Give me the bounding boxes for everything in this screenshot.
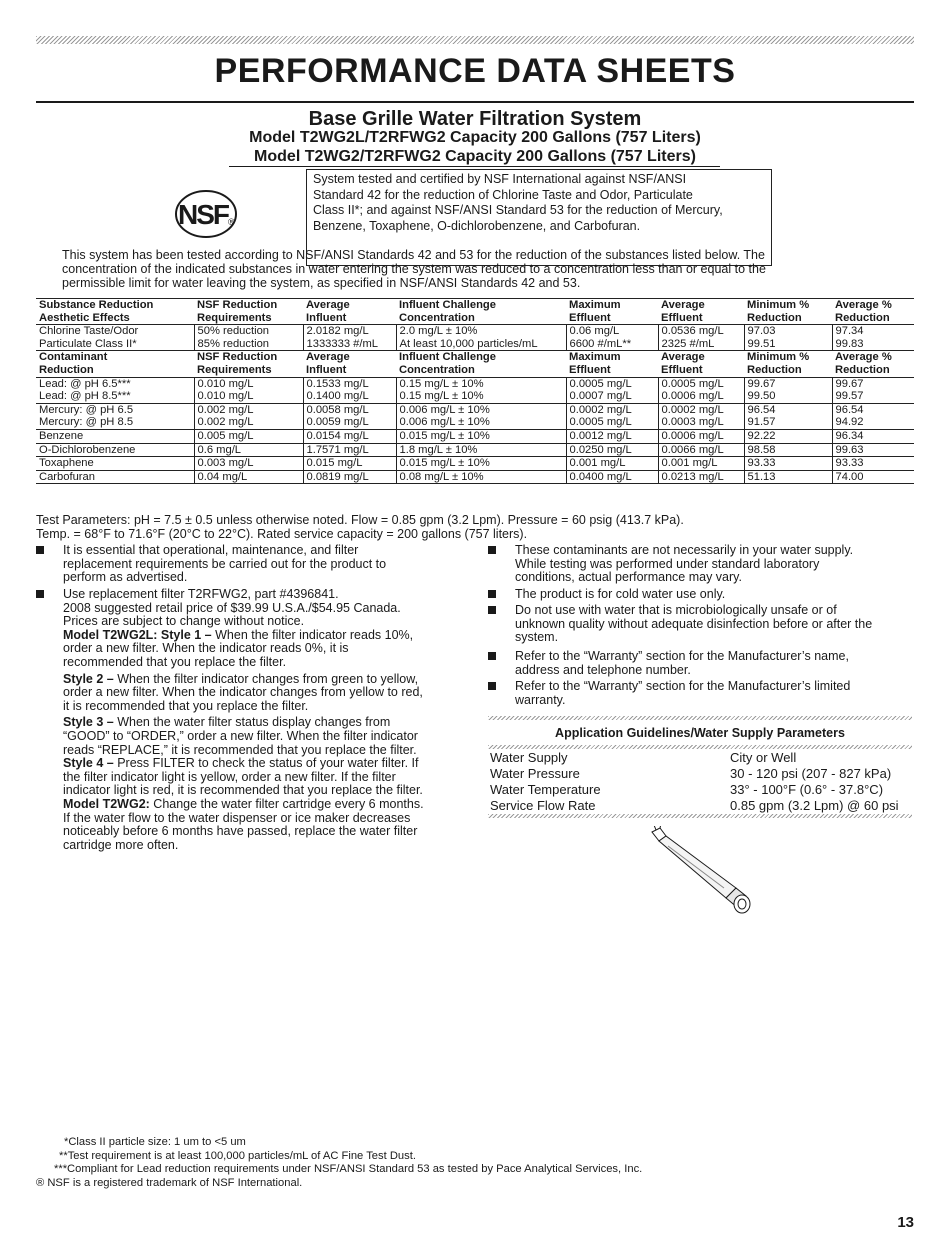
app-guidelines-row bbox=[490, 798, 910, 814]
table-cell: 96.54 94.92 bbox=[832, 403, 914, 429]
table-cell: 99.63 bbox=[832, 443, 914, 457]
bullet-line: When the water filter status display changes from bbox=[113, 715, 391, 730]
table-cell: 0.003 mg/L bbox=[194, 457, 303, 471]
test-parameters-line: Temp. = 68°F to 71.6°F (20°C to 22°C). Rated service capacity = 200 gallons (757 liters). bbox=[36, 527, 528, 541]
title-rule bbox=[36, 101, 914, 103]
bullet-line: Prices are subject to change without notice. bbox=[63, 614, 305, 629]
table-cell: 0.0066 mg/L bbox=[658, 443, 744, 457]
bullet-line: reads “REPLACE,” it is recommended that you replace the filter. bbox=[63, 742, 417, 757]
test-parameters-line: Test Parameters: pH = 7.5 ± 0.5 unless otherwise noted. Flow = 0.85 gpm (3.2 Lpm). Pressure = 60 psig (413.7 kPa). bbox=[36, 513, 684, 527]
table-cell: 1.8 mg/L ± 10% bbox=[396, 443, 566, 457]
bullet-line: Do not use with water that is microbiologically unsafe or of bbox=[515, 603, 837, 617]
table-header-cell: Average Effluent bbox=[661, 351, 705, 376]
table-row bbox=[36, 457, 914, 471]
app-param-value: 0.85 gpm (3.2 Lpm) @ 60 psi bbox=[730, 798, 899, 813]
nsf-logo bbox=[170, 189, 246, 239]
bullet-line: “GOOD” to “ORDER,” order a new filter. When the filter indicator bbox=[63, 728, 418, 743]
app-param-label: Service Flow Rate bbox=[490, 798, 596, 813]
table-header-cell: Maximum Effluent bbox=[569, 351, 621, 376]
table-cell: 0.0005 mg/L 0.0006 mg/L bbox=[658, 377, 744, 403]
table-header-cell: Maximum Effluent bbox=[569, 299, 621, 324]
table-cell: O-Dichlorobenzene bbox=[39, 443, 136, 456]
bullet-line: It is essential that operational, maintenance, and filter bbox=[63, 543, 359, 557]
table-cell: 0.0400 mg/L bbox=[566, 470, 658, 484]
intro-line: concentration of the indicated substances in water entering the system was reduced to a concentration less than or equal to the bbox=[62, 262, 766, 276]
bullet-line: When the filter indicator changes from green to yellow, bbox=[113, 671, 419, 686]
bullet-square-icon bbox=[488, 606, 496, 614]
bullet-line: conditions, actual performance may vary. bbox=[515, 570, 742, 585]
app-guidelines-row bbox=[490, 782, 910, 798]
left-bullet-1 bbox=[36, 544, 476, 585]
performance-table bbox=[36, 298, 914, 484]
table-cell: 96.34 bbox=[832, 429, 914, 443]
right-bullet bbox=[488, 650, 918, 677]
table-cell: 0.6 mg/L bbox=[194, 443, 303, 457]
left-bullet-2 bbox=[36, 588, 476, 852]
table-header-cell: Average Influent bbox=[306, 351, 350, 376]
table-header-cell: NSF Reduction Requirements bbox=[197, 299, 278, 324]
table-cell: 93.33 bbox=[832, 457, 914, 471]
table-header-cell: Contaminant Reduction bbox=[39, 351, 108, 376]
footnote: **Test requirement is at least 100,000 particles/mL of AC Fine Test Dust. bbox=[59, 1149, 416, 1162]
style-1-block bbox=[63, 629, 476, 670]
bullet-line: The product is for cold water use only. bbox=[515, 587, 726, 601]
table-cell: 99.67 99.57 bbox=[832, 377, 914, 403]
style-1-label: Model T2WG2L: Style 1 – bbox=[63, 627, 212, 642]
table-header-cell: NSF Reduction Requirements bbox=[197, 351, 278, 376]
table-header-cell: Minimum % Reduction bbox=[747, 299, 810, 324]
table-row bbox=[36, 377, 914, 403]
right-bullet bbox=[488, 604, 918, 645]
bullet-square-icon bbox=[488, 652, 496, 660]
right-bullet bbox=[488, 588, 918, 602]
cert-line: System tested and certified by NSF International against NSF/ANSI bbox=[313, 172, 687, 186]
table-cell: 2.0182 mg/L 1333333 #/mL bbox=[303, 325, 396, 351]
app-param-label: Water Supply bbox=[490, 750, 568, 765]
bullet-line: address and telephone number. bbox=[515, 662, 691, 677]
bullet-square-icon bbox=[36, 546, 44, 554]
cert-line: Standard 42 for the reduction of Chlorine Taste and Odor, Particulate bbox=[313, 187, 693, 202]
test-parameters bbox=[36, 513, 916, 541]
table-header-cell: Average % Reduction bbox=[835, 351, 892, 376]
intro-paragraph bbox=[62, 248, 922, 290]
table-cell: 0.0002 mg/L 0.0003 mg/L bbox=[658, 403, 744, 429]
table-header-cell: Influent Challenge Concentration bbox=[399, 299, 496, 324]
page-title: PERFORMANCE DATA SHEETS bbox=[214, 52, 736, 90]
bullet-line: Refer to the “Warranty” section for the Manufacturer’s name, bbox=[515, 649, 849, 663]
table-cell: 50% reduction 85% reduction bbox=[194, 325, 303, 351]
table-cell: 93.33 bbox=[744, 457, 832, 471]
table-cell: 0.001 mg/L bbox=[566, 457, 658, 471]
style-2-label: Style 2 – bbox=[63, 671, 114, 686]
bullet-line: noticeably before 6 months have passed, replace the water filter bbox=[63, 824, 418, 839]
table-cell: 0.0012 mg/L bbox=[566, 429, 658, 443]
table-cell: 0.015 mg/L bbox=[303, 457, 396, 471]
footnote: ***Compliant for Lead reduction requirements under NSF/ANSI Standard 53 as tested by Pace Analytical Services, Inc. bbox=[54, 1163, 643, 1176]
bullet-line: recommended that you replace the filter. bbox=[63, 654, 287, 669]
table-cell: Lead: @ pH 6.5*** Lead: @ pH 8.5*** bbox=[39, 377, 131, 403]
table-cell: 99.67 99.50 bbox=[744, 377, 832, 403]
table-row bbox=[36, 443, 914, 457]
table-cell: Benzene bbox=[39, 429, 84, 442]
table-cell: 0.0006 mg/L bbox=[658, 429, 744, 443]
table-cell: 97.03 99.51 bbox=[744, 325, 832, 351]
model-t2wg2-block bbox=[63, 798, 476, 852]
table-cell: 0.0002 mg/L 0.0005 mg/L bbox=[566, 403, 658, 429]
table-cell: Mercury: @ pH 6.5 Mercury: @ pH 8.5 bbox=[39, 403, 134, 429]
footnote: *Class II particle size: 1 um to <5 um bbox=[64, 1136, 246, 1148]
table-header-cell: Average % Reduction bbox=[835, 299, 892, 324]
table-cell: Toxaphene bbox=[39, 457, 94, 470]
table-cell: 0.002 mg/L 0.002 mg/L bbox=[194, 403, 303, 429]
bullet-line: 2008 suggested retail price of $39.99 U.S.A./$54.95 Canada. bbox=[63, 600, 401, 615]
table-cell: 0.0819 mg/L bbox=[303, 470, 396, 484]
table-cell: 0.001 mg/L bbox=[658, 457, 744, 471]
table-cell: 0.0005 mg/L 0.0007 mg/L bbox=[566, 377, 658, 403]
style-3-block bbox=[63, 716, 476, 757]
table-cell: 0.005 mg/L bbox=[194, 429, 303, 443]
table-cell: 0.0058 mg/L 0.0059 mg/L bbox=[303, 403, 396, 429]
table-cell: 2.0 mg/L ± 10% At least 10,000 particles/mL bbox=[396, 325, 566, 351]
app-param-label: Water Temperature bbox=[490, 782, 601, 797]
right-bullet bbox=[488, 544, 918, 585]
bullet-line: cartridge more often. bbox=[63, 837, 179, 852]
table-cell: 0.08 mg/L ± 10% bbox=[396, 470, 566, 484]
top-hatch-rule bbox=[36, 36, 914, 44]
bullet-line: perform as advertised. bbox=[63, 570, 188, 585]
table-cell: 97.34 99.83 bbox=[832, 325, 914, 351]
filter-cartridge-illustration bbox=[646, 826, 758, 918]
table-cell: 92.22 bbox=[744, 429, 832, 443]
style-3-label: Style 3 – bbox=[63, 715, 114, 730]
page-number: 13 bbox=[897, 1214, 914, 1231]
table-header-cell: Average Influent bbox=[306, 299, 350, 324]
table-header-cell: Minimum % Reduction bbox=[747, 351, 810, 376]
table-cell: 0.0536 mg/L 2325 #/mL bbox=[658, 325, 744, 351]
footnotes bbox=[36, 1136, 916, 1190]
table-row-aesthetic bbox=[36, 325, 914, 351]
bullet-line: replacement requirements be carried out for the product to bbox=[63, 556, 387, 571]
table-cell: 51.13 bbox=[744, 470, 832, 484]
bullet-square-icon bbox=[488, 546, 496, 554]
table-cell: 0.06 mg/L 6600 #/mL** bbox=[566, 325, 658, 351]
bullet-line: If the water flow to the water dispenser or ice maker decreases bbox=[63, 810, 411, 825]
bullet-square-icon bbox=[36, 590, 44, 598]
bullet-line: order a new filter. When the indicator changes from yellow to red, bbox=[63, 685, 423, 700]
model-line-1: Model T2WG2L/T2RFWG2 Capacity 200 Gallons (757 Liters) bbox=[249, 129, 701, 146]
bullet-square-icon bbox=[488, 590, 496, 598]
app-hatch-mid bbox=[488, 745, 912, 749]
table-cell: 96.54 91.57 bbox=[744, 403, 832, 429]
svg-text:®: ® bbox=[228, 217, 235, 227]
table-cell: 0.04 mg/L bbox=[194, 470, 303, 484]
app-guidelines-row bbox=[490, 766, 910, 782]
bullet-line: indicator light is red, it is recommended that you replace the filter. bbox=[63, 783, 423, 798]
intro-line: permissible limit for water leaving the system, as specified in NSF/ANSI Standards 42 and 53. bbox=[62, 276, 581, 290]
table-row bbox=[36, 470, 914, 484]
product-subtitle: Base Grille Water Filtration System bbox=[308, 108, 642, 130]
table-cell: 0.15 mg/L ± 10% 0.15 mg/L ± 10% bbox=[396, 377, 566, 403]
app-guidelines-title: Application Guidelines/Water Supply Parameters bbox=[555, 726, 845, 740]
app-hatch-top bbox=[488, 716, 912, 720]
app-param-value: 33° - 100°F (0.6° - 37.8°C) bbox=[730, 782, 884, 797]
bullet-line: Refer to the “Warranty” section for the Manufacturer’s limited bbox=[515, 679, 851, 693]
table-header-cell: Influent Challenge Concentration bbox=[399, 351, 496, 376]
table-cell: Carbofuran bbox=[39, 470, 95, 483]
table-header-cell: Substance Reduction Aesthetic Effects bbox=[39, 299, 154, 324]
bullet-line: Change the water filter cartridge every 6 months. bbox=[149, 796, 424, 811]
table-header-cell: Average Effluent bbox=[661, 299, 705, 324]
style-4-label: Style 4 – bbox=[63, 756, 114, 771]
table-cell: 0.1533 mg/L 0.1400 mg/L bbox=[303, 377, 396, 403]
table-header-aesthetic bbox=[36, 299, 914, 325]
bullet-square-icon bbox=[488, 682, 496, 690]
bullet-line: system. bbox=[515, 630, 559, 645]
bullet-line: Press FILTER to check the status of your water filter. If bbox=[113, 756, 419, 771]
table-cell: 0.0250 mg/L bbox=[566, 443, 658, 457]
bullet-line: order a new filter. When the indicator reads 0%, it is bbox=[63, 641, 349, 656]
app-param-value: City or Well bbox=[730, 750, 797, 765]
cert-line: Benzene, Toxaphene, O-dichlorobenzene, and Carbofuran. bbox=[313, 218, 641, 233]
footnote: ® NSF is a registered trademark of NSF International. bbox=[36, 1176, 303, 1189]
table-cell: 0.015 mg/L ± 10% bbox=[396, 457, 566, 471]
table-cell: 98.58 bbox=[744, 443, 832, 457]
table-cell: 0.015 mg/L ± 10% bbox=[396, 429, 566, 443]
bullet-line: the filter indicator light is yellow, order a new filter. If the filter bbox=[63, 769, 396, 784]
app-param-label: Water Pressure bbox=[490, 766, 580, 781]
bullet-line: unknown quality without adequate disinfection before or after the bbox=[515, 616, 873, 631]
table-cell: 0.006 mg/L ± 10% 0.006 mg/L ± 10% bbox=[396, 403, 566, 429]
table-cell: 0.0154 mg/L bbox=[303, 429, 396, 443]
app-param-value: 30 - 120 psi (207 - 827 kPa) bbox=[730, 766, 892, 781]
table-cell: Chlorine Taste/Odor Particulate Class II* bbox=[39, 325, 139, 350]
bullet-line: Use replacement filter T2RFWG2, part #4396841. bbox=[63, 587, 339, 601]
style-4-block bbox=[63, 757, 476, 798]
model-t2wg2-label: Model T2WG2: bbox=[63, 796, 150, 811]
table-cell: 74.00 bbox=[832, 470, 914, 484]
app-hatch-bottom bbox=[488, 814, 912, 818]
svg-text:NSF: NSF bbox=[178, 199, 228, 230]
model-line-2: Model T2WG2/T2RFWG2 Capacity 200 Gallons (757 Liters) bbox=[254, 148, 696, 165]
right-bullet bbox=[488, 680, 918, 707]
table-cell: 0.0213 mg/L bbox=[658, 470, 744, 484]
model-underline bbox=[229, 166, 720, 167]
table-row bbox=[36, 403, 914, 429]
app-guidelines-row bbox=[490, 750, 910, 766]
bullet-line: it is recommended that you replace the filter. bbox=[63, 698, 309, 713]
table-cell: 1.7571 mg/L bbox=[303, 443, 396, 457]
style-2-block bbox=[63, 673, 476, 714]
table-row bbox=[36, 429, 914, 443]
table-cell: 0.010 mg/L 0.010 mg/L bbox=[194, 377, 303, 403]
bullet-line: warranty. bbox=[515, 692, 566, 707]
table-header-contaminant bbox=[36, 351, 914, 377]
bullet-line: While testing was performed under standard laboratory bbox=[515, 556, 820, 571]
cert-line: Class II*; and against NSF/ANSI Standard 53 for the reduction of Mercury, bbox=[313, 203, 723, 217]
bullet-line: These contaminants are not necessarily in your water supply. bbox=[515, 543, 854, 557]
bullet-line: When the filter indicator reads 10%, bbox=[211, 627, 414, 642]
intro-line: This system has been tested according to NSF/ANSI Standards 42 and 53 for the reduction of the substances listed below. The bbox=[62, 248, 765, 262]
